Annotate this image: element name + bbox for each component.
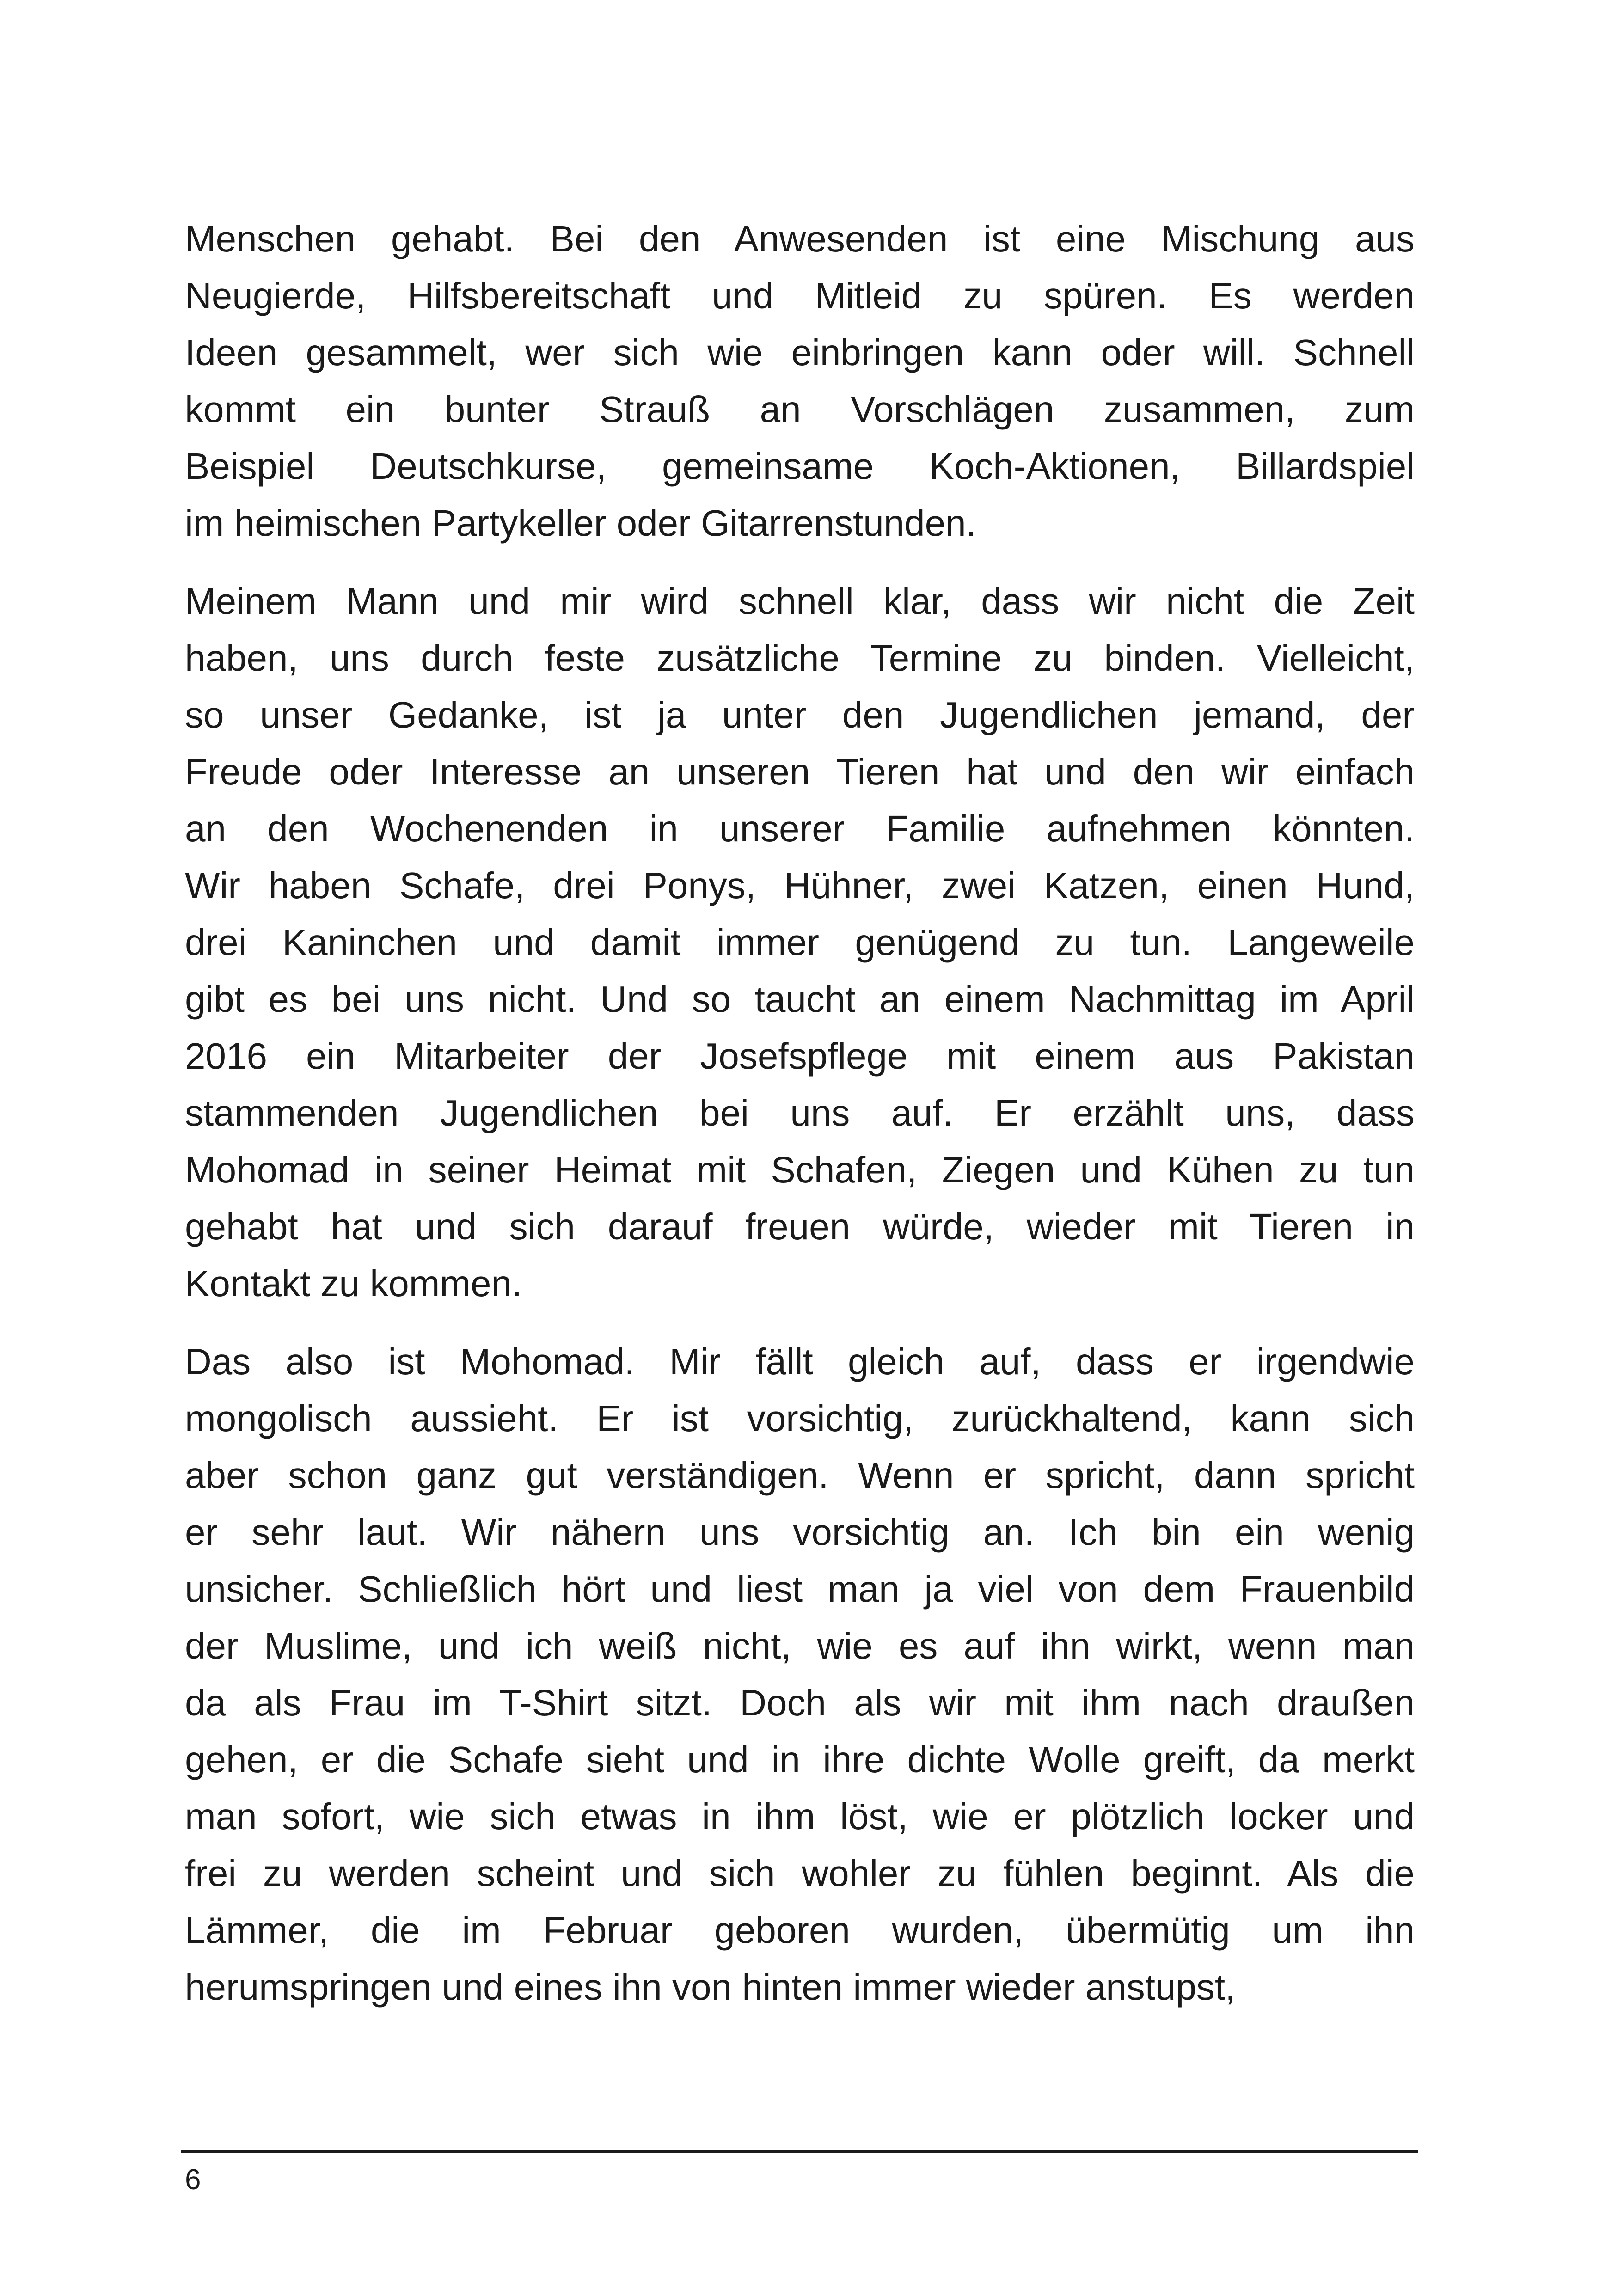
text-line: haben, uns durch feste zusätzliche Termine zu binden. Vielleicht,	[185, 637, 1415, 679]
text-line: frei zu werden scheint und sich wohler zu fühlen beginnt. Als die	[185, 1853, 1415, 1894]
text-line: Lämmer, die im Februar geboren wurden, übermütig um ihn	[185, 1910, 1415, 1951]
text-line: Neugierde, Hilfsbereitschaft und Mitleid zu spüren. Es werden	[185, 275, 1415, 316]
text-line: herumspringen und eines ihn von hinten immer wieder anstupst,	[185, 1966, 1236, 2008]
text-line: da als Frau im T-Shirt sitzt. Doch als wir mit ihm nach draußen	[185, 1682, 1415, 1723]
paragraph	[185, 1333, 1415, 2015]
text-line: Kontakt zu kommen.	[185, 1263, 522, 1304]
text-line: Ideen gesammelt, wer sich wie einbringen kann oder will. Schnell	[185, 332, 1415, 373]
footer-divider	[181, 2150, 1418, 2153]
body-text	[185, 210, 1415, 2015]
text-line: drei Kaninchen und damit immer genügend zu tun. Langeweile	[185, 922, 1415, 963]
text-line: Beispiel Deutschkurse, gemeinsame Koch-Aktionen, Billardspiel	[185, 446, 1415, 487]
paragraph	[185, 210, 1415, 551]
paragraph	[185, 573, 1415, 1312]
text-line: an den Wochenenden in unserer Familie aufnehmen könnten.	[185, 808, 1415, 849]
text-line: gehabt hat und sich darauf freuen würde, wieder mit Tieren in	[185, 1206, 1415, 1247]
text-line: Das also ist Mohomad. Mir fällt gleich auf, dass er irgendwie	[185, 1341, 1415, 1382]
page-number: 6	[185, 2164, 201, 2196]
text-line: Mohomad in seiner Heimat mit Schafen, Ziegen und Kühen zu tun	[185, 1149, 1415, 1190]
text-line: Meinem Mann und mir wird schnell klar, dass wir nicht die Zeit	[185, 581, 1415, 622]
text-line: im heimischen Partykeller oder Gitarrenstunden.	[185, 502, 976, 544]
text-line: Wir haben Schafe, drei Ponys, Hühner, zwei Katzen, einen Hund,	[185, 865, 1415, 906]
text-line: er sehr laut. Wir nähern uns vorsichtig an. Ich bin ein wenig	[185, 1512, 1415, 1553]
text-line: gibt es bei uns nicht. Und so taucht an einem Nachmittag im April	[185, 979, 1415, 1020]
text-line: unsicher. Schließlich hört und liest man ja viel von dem Frauenbild	[185, 1568, 1415, 1610]
text-line: der Muslime, und ich weiß nicht, wie es auf ihn wirkt, wenn man	[185, 1625, 1415, 1666]
text-line: gehen, er die Schafe sieht und in ihre dichte Wolle greift, da merkt	[185, 1739, 1415, 1780]
text-line: man sofort, wie sich etwas in ihm löst, wie er plötzlich locker und	[185, 1796, 1415, 1837]
text-line: 2016 ein Mitarbeiter der Josefspflege mit einem aus Pakistan	[185, 1035, 1415, 1077]
text-line: aber schon ganz gut verständigen. Wenn er spricht, dann spricht	[185, 1455, 1415, 1496]
text-line: kommt ein bunter Strauß an Vorschlägen zusammen, zum	[185, 389, 1415, 430]
text-line: stammenden Jugendlichen bei uns auf. Er erzählt uns, dass	[185, 1092, 1415, 1133]
text-line: Menschen gehabt. Bei den Anwesenden ist eine Mischung aus	[185, 218, 1415, 259]
text-line: mongolisch aussieht. Er ist vorsichtig, zurückhaltend, kann sich	[185, 1398, 1415, 1439]
text-line: so unser Gedanke, ist ja unter den Jugendlichen jemand, der	[185, 694, 1415, 735]
text-line: Freude oder Interesse an unseren Tieren hat und den wir einfach	[185, 751, 1415, 792]
